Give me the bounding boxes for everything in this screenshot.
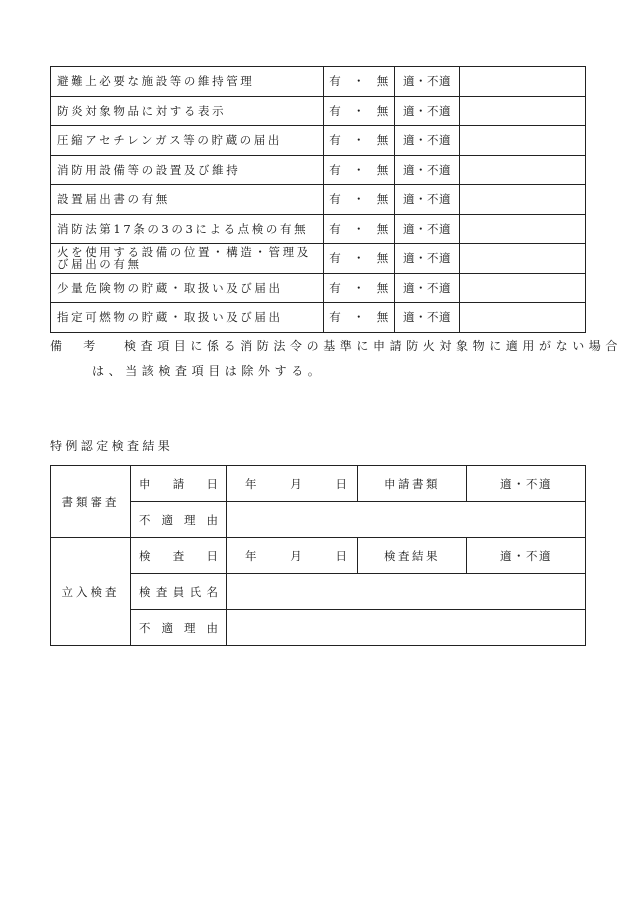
presence-choice[interactable] <box>324 214 395 244</box>
presence-no: 無 <box>376 280 390 295</box>
apply-date-label-cell <box>131 466 227 502</box>
presence-choice[interactable] <box>324 273 395 303</box>
compliance-choice[interactable]: 適・不適 <box>395 155 460 185</box>
inspection-checklist-table <box>50 66 586 333</box>
checklist-row <box>51 67 586 97</box>
presence-choice[interactable] <box>324 96 395 126</box>
presence-separator: ・ <box>352 133 377 148</box>
checklist-row <box>51 244 586 274</box>
compliance-choice[interactable]: 適・不適 <box>395 214 460 244</box>
checklist-item-label: 少量危険物の貯蔵・取扱い及び届出 <box>51 273 324 303</box>
presence-separator: ・ <box>352 103 377 118</box>
apply-date-label: 申請日 <box>139 476 218 491</box>
inspector-name-label: 検査員氏名 <box>139 584 218 599</box>
special-certification-result-table <box>50 465 586 646</box>
presence-separator: ・ <box>352 192 377 207</box>
presence-choice[interactable] <box>324 244 395 274</box>
presence-no: 無 <box>376 103 390 118</box>
checklist-row <box>51 185 586 215</box>
onsite-row-inspector <box>51 574 586 610</box>
presence-yes: 有 <box>329 310 353 325</box>
application-docs-label: 申請書類 <box>358 466 467 502</box>
presence-no: 無 <box>376 74 390 89</box>
checklist-note-cell[interactable] <box>459 303 585 333</box>
checklist-row <box>51 273 586 303</box>
remarks-text-line1: 検査項目に係る消防法令の基準に申請防火対象物に適用がない場合 <box>124 339 623 353</box>
onsite-row-reason <box>51 610 586 646</box>
onsite-reason-label: 不適理由 <box>139 620 218 635</box>
inspect-date-field[interactable] <box>227 538 358 574</box>
presence-no: 無 <box>376 192 390 207</box>
compliance-choice[interactable]: 適・不適 <box>395 126 460 156</box>
checklist-item-label: 圧縮アセチレンガス等の貯蔵の届出 <box>51 126 324 156</box>
checklist-item-label: 消防用設備等の設置及び維持 <box>51 155 324 185</box>
presence-separator: ・ <box>352 162 377 177</box>
checklist-note-cell[interactable] <box>459 244 585 274</box>
presence-separator: ・ <box>352 74 377 89</box>
doc-reason-label-cell <box>131 502 227 538</box>
checklist-item-label: 設置届出書の有無 <box>51 185 324 215</box>
presence-yes: 有 <box>329 74 353 89</box>
checklist-row <box>51 303 586 333</box>
onsite-reason-field[interactable] <box>227 610 586 646</box>
inspect-month-unit: 月 <box>290 548 302 563</box>
onsite-reason-label-cell <box>131 610 227 646</box>
checklist-note-cell[interactable] <box>459 214 585 244</box>
apply-day-unit: 日 <box>335 476 347 491</box>
special-certification-title: 特例認定検査結果 <box>50 439 174 453</box>
checklist-note-cell[interactable] <box>459 96 585 126</box>
compliance-choice[interactable]: 適・不適 <box>395 273 460 303</box>
apply-date-field[interactable] <box>227 466 358 502</box>
presence-yes: 有 <box>329 192 353 207</box>
inspection-result-value[interactable]: 適・不適 <box>467 538 586 574</box>
presence-choice[interactable] <box>324 155 395 185</box>
presence-no: 無 <box>376 133 390 148</box>
checklist-item-label: 防炎対象物品に対する表示 <box>51 96 324 126</box>
presence-yes: 有 <box>329 251 353 266</box>
compliance-choice[interactable]: 適・不適 <box>395 67 460 97</box>
presence-separator: ・ <box>352 221 377 236</box>
presence-yes: 有 <box>329 162 353 177</box>
presence-choice[interactable] <box>324 303 395 333</box>
presence-no: 無 <box>376 162 390 177</box>
presence-yes: 有 <box>329 221 353 236</box>
presence-separator: ・ <box>352 251 377 266</box>
presence-choice[interactable] <box>324 185 395 215</box>
checklist-note-cell[interactable] <box>459 155 585 185</box>
inspect-date-label: 検査日 <box>139 548 218 563</box>
inspect-date-label-cell <box>131 538 227 574</box>
checklist-row <box>51 155 586 185</box>
presence-separator: ・ <box>352 310 377 325</box>
compliance-choice[interactable]: 適・不適 <box>395 185 460 215</box>
presence-yes: 有 <box>329 103 353 118</box>
presence-separator: ・ <box>352 280 377 295</box>
application-docs-result[interactable]: 適・不適 <box>467 466 586 502</box>
inspection-result-label: 検査結果 <box>358 538 467 574</box>
checklist-item-label: 避難上必要な施設等の維持管理 <box>51 67 324 97</box>
doc-review-row-reason <box>51 502 586 538</box>
doc-reason-label: 不適理由 <box>139 512 218 527</box>
checklist-row <box>51 214 586 244</box>
apply-month-unit: 月 <box>290 476 302 491</box>
remarks-label: 備 考 <box>50 339 100 353</box>
inspect-year-unit: 年 <box>245 548 257 563</box>
checklist-row <box>51 96 586 126</box>
checklist-item-label: 火を使用する設備の位置・構造・管理及び届出の有無 <box>51 244 324 274</box>
onsite-row-date <box>51 538 586 574</box>
doc-review-row-date <box>51 466 586 502</box>
remarks-text-line2: は、当該検査項目は除外する。 <box>92 364 325 378</box>
apply-year-unit: 年 <box>245 476 257 491</box>
presence-no: 無 <box>376 310 390 325</box>
checklist-row <box>51 126 586 156</box>
presence-yes: 有 <box>329 133 353 148</box>
inspector-label-cell <box>131 574 227 610</box>
presence-no: 無 <box>376 251 390 266</box>
presence-yes: 有 <box>329 280 353 295</box>
compliance-choice[interactable]: 適・不適 <box>395 96 460 126</box>
presence-choice[interactable] <box>324 67 395 97</box>
checklist-item-label: 消防法第17条の3の3による点検の有無 <box>51 214 324 244</box>
checklist-item-label: 指定可燃物の貯蔵・取扱い及び届出 <box>51 303 324 333</box>
checklist-body <box>51 67 586 333</box>
checklist-note-cell[interactable] <box>459 126 585 156</box>
checklist-note-cell[interactable] <box>459 67 585 97</box>
presence-no: 無 <box>376 221 390 236</box>
onsite-inspection-label: 立入検査 <box>51 538 131 646</box>
doc-review-label: 書類審査 <box>51 466 131 538</box>
checklist-note-cell[interactable] <box>459 273 585 303</box>
presence-choice[interactable] <box>324 126 395 156</box>
checklist-note-cell[interactable] <box>459 185 585 215</box>
inspect-day-unit: 日 <box>335 548 347 563</box>
inspector-name-field[interactable] <box>227 574 586 610</box>
compliance-choice[interactable]: 適・不適 <box>395 244 460 274</box>
doc-reason-field[interactable] <box>227 502 586 538</box>
compliance-choice[interactable]: 適・不適 <box>395 303 460 333</box>
